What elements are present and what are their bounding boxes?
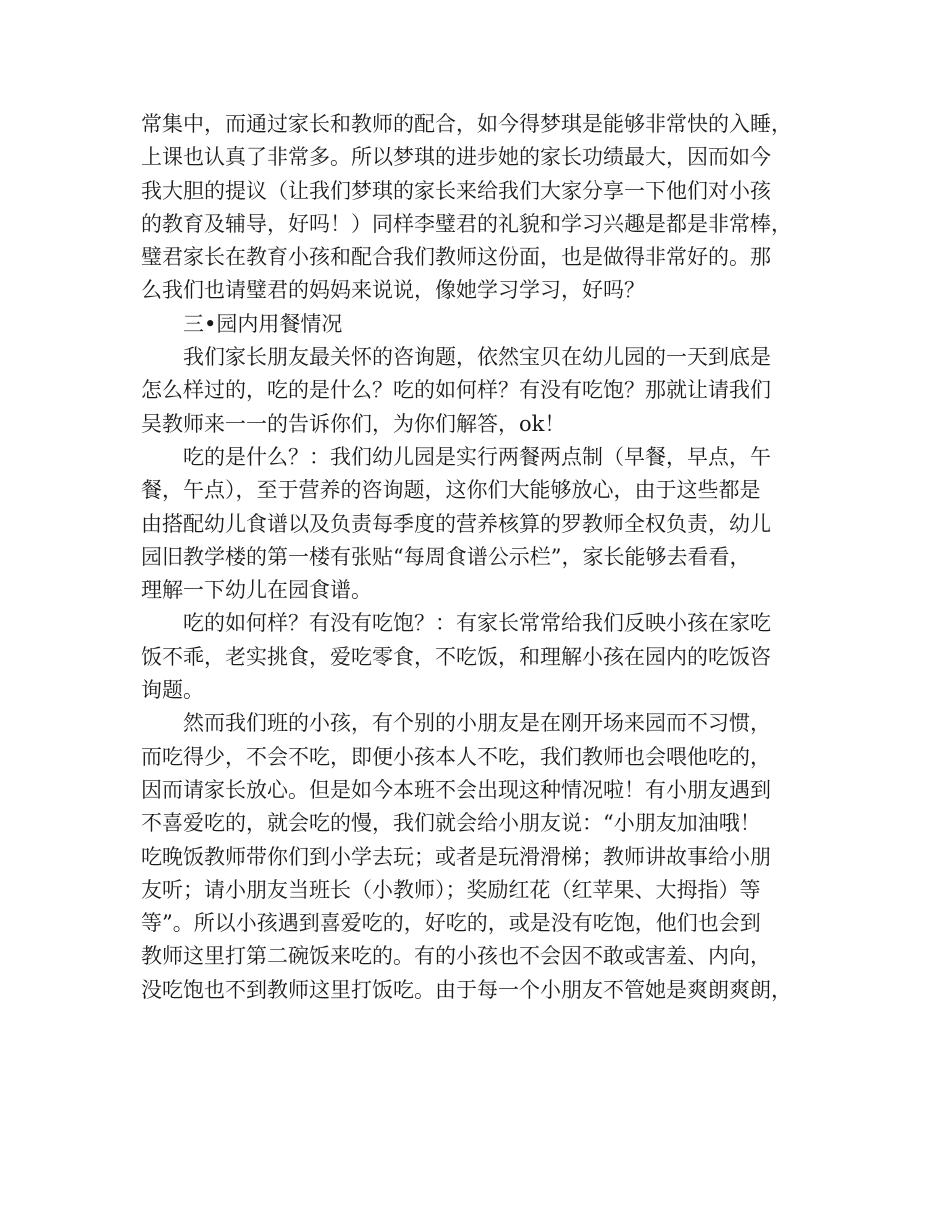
text-line: 吴教师来一一的告诉你们，为你们解答，ok！: [141, 411, 566, 436]
text-line: 我大胆的提议（让我们梦琪的家长来给我们大家分享一下他们对小孩: [141, 178, 771, 203]
text-line: 吃晚饭教师带你们到小学去玩；或者是玩滑滑梯；教师讲故事给小朋: [141, 844, 771, 869]
text-line: 三•园内用餐情况: [183, 311, 343, 336]
text-line: 么我们也请璧君的妈妈来说说，像她学习学习，好吗？: [141, 278, 645, 303]
text-line: 我们家长朋友最关怀的咨询题，依然宝贝在幼儿园的一天到底是: [183, 345, 771, 370]
text-line: 等”。所以小孩遇到喜爱吃的，好吃的，或是没有吃饱，他们也会到: [141, 911, 761, 936]
text-line: 因而请家长放心。但是如今本班不会出现这种情况啦！有小朋友遇到: [141, 777, 771, 802]
text-line: 璧君家长在教育小孩和配合我们教师这份面，也是做得非常好的。那: [141, 245, 771, 270]
text-line: 没吃饱也不到教师这里打饭吃。由于每一个小朋友不管她是爽朗爽朗，: [141, 977, 792, 1002]
text-line: 饭不乖，老实挑食，爱吃零食，不吃饭，和理解小孩在园内的吃饭咨: [141, 644, 771, 669]
text-line: 理解一下幼儿在园食谱。: [141, 578, 372, 603]
text-line: 怎么样过的，吃的是什么？吃的如何样？有没有吃饱？那就让请我们: [141, 378, 771, 403]
text-line: 不喜爱吃的，就会吃的慢，我们就会给小朋友说：“小朋友加油哦！: [141, 811, 761, 836]
text-line: 由搭配幼儿食谱以及负责每季度的营养核算的罗教师全权负责，幼儿: [141, 511, 771, 536]
text-line: 询题。: [141, 678, 204, 703]
text-line: 而吃得少，不会不吃，即便小孩本人不吃，我们教师也会喂他吃的，: [141, 744, 771, 769]
text-line: 餐，午点），至于营养的咨询题，这你们大能够放心，由于这些都是: [141, 478, 761, 503]
text-line: 的教育及辅导，好吗！）同样李璧君的礼貌和学习兴趣是都是非常棒，: [141, 211, 792, 236]
text-line: 园旧教学楼的第一楼有张贴“每周食谱公示栏”，家长能够去看看，: [141, 544, 751, 569]
text-line: 友听；请小朋友当班长（小教师）；奖励红花（红苹果、大拇指）等: [141, 877, 761, 902]
text-line: 然而我们班的小孩，有个别的小朋友是在刚开场来园而不习惯，: [183, 711, 771, 736]
text-line: 吃的如何样？有没有吃饱？：有家长常常给我们反映小孩在家吃: [183, 611, 771, 636]
text-line: 常集中，而通过家长和教师的配合，如今得梦琪是能够非常快的入睡，: [141, 112, 792, 136]
text-line: 教师这里打第二碗饭来吃的。有的小孩也不会因不敢或害羞、内向，: [141, 944, 771, 969]
text-line: 吃的是什么？：我们幼儿园是实行两餐两点制（早餐，早点，午: [183, 444, 771, 469]
body-text: [141, 108, 831, 1007]
text-line: 上课也认真了非常多。所以梦琪的进步她的家长功绩最大，因而如今: [141, 145, 771, 170]
